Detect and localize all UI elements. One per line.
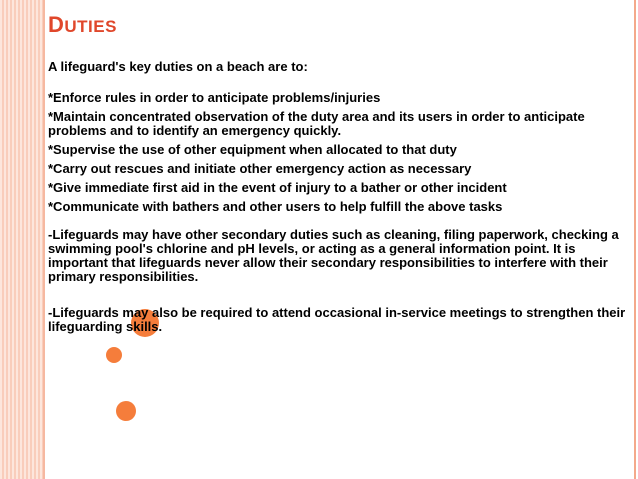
duties-list — [48, 91, 634, 214]
intro-text: A lifeguard's key duties on a beach are to: — [48, 59, 308, 74]
secondary-duties-paragraph: -Lifeguards may have other secondary duties such as cleaning, filing paperwork, checking a swimming pool's chlorine and pH levels, or acting as a general information point. It is important that lifeguards never allow their secondary responsibilities to interfere with their primary responsibilities. — [48, 227, 619, 284]
title-rest: UTIES — [64, 17, 117, 36]
decorative-vertical-line — [43, 0, 45, 479]
decorative-stripe-band — [0, 0, 44, 479]
title-initial: D — [48, 12, 65, 37]
slide-title — [48, 10, 634, 42]
slide-content — [48, 10, 634, 334]
decorative-circle-small — [106, 347, 122, 363]
list-item: *Supervise the use of other equipment when allocated to that duty — [48, 142, 457, 157]
list-item: *Enforce rules in order to anticipate problems/injuries — [48, 90, 381, 105]
list-item: *Give immediate first aid in the event of injury to a bather or other incident — [48, 180, 507, 195]
decorative-right-border — [634, 0, 636, 479]
list-item: *Communicate with bathers and other users to help fulfill the above tasks — [48, 199, 503, 214]
decorative-circle-medium — [116, 401, 136, 421]
meetings-paragraph: -Lifeguards may also be required to attend occasional in-service meetings to strengthen their lifeguarding skills. — [48, 305, 626, 334]
list-item: *Maintain concentrated observation of the duty area and its users in order to anticipate problems and to identify an emergency quickly. — [48, 109, 585, 138]
list-item: *Carry out rescues and initiate other emergency action as necessary — [48, 161, 472, 176]
